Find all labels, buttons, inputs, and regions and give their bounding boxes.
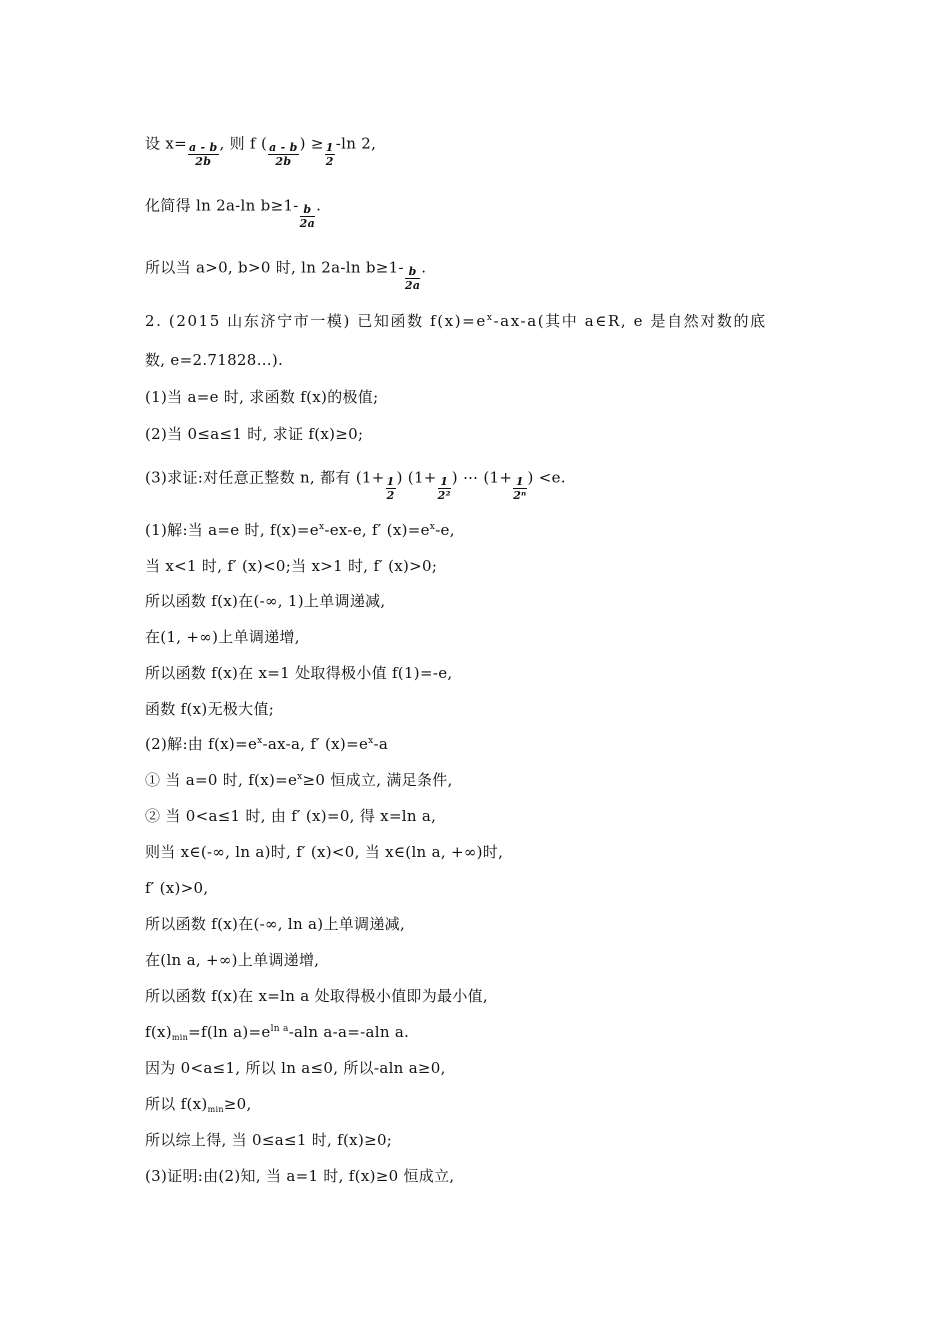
text-line-11 (145, 591, 386, 611)
superscript: x (257, 736, 263, 746)
text-line-14 (145, 699, 274, 719)
superscript: x (429, 522, 436, 532)
superscript: x (368, 736, 374, 746)
fraction (405, 265, 420, 292)
text: -e, (435, 521, 455, 539)
text: ) <e. (527, 468, 566, 487)
text: (3)证明:由(2)知, 当 a=1 时, f(x)≥0 恒成立, (145, 1167, 455, 1185)
text: 当 x<1 时, f′ (x)<0;当 x>1 时, f′ (x)>0; (145, 557, 438, 575)
solution-2-line-1 (145, 734, 388, 754)
fraction (325, 141, 335, 168)
text: 函数 f(x)无极大值; (145, 700, 275, 718)
text-line-24 (145, 1058, 446, 1078)
numerator: b (405, 265, 420, 279)
text: (1)解:当 a=e 时, f(x)=e (145, 521, 319, 539)
subscript: min (171, 1033, 189, 1042)
text-line-18 (145, 842, 503, 862)
case-1 (145, 770, 453, 790)
text: 设 x= (145, 134, 187, 153)
text: 数, e=2.71828…). (145, 351, 284, 369)
fraction (300, 203, 315, 230)
numerator: 1 (513, 475, 526, 489)
fraction (188, 141, 219, 168)
text-line-1 (145, 131, 377, 168)
text: -aln a-a=-aln a. (288, 1023, 410, 1041)
subscript: min (207, 1105, 224, 1114)
text-line-27 (145, 1166, 454, 1186)
text: (3)求证:对任意正整数 n, 都有 (1+ (145, 468, 385, 487)
text: 因为 0<a≤1, 所以 ln a≤0, 所以-aln a≥0, (145, 1059, 446, 1077)
text-line-13 (145, 663, 452, 683)
text: 在(1, +∞)上单调递增, (145, 628, 300, 646)
text-line-10 (145, 556, 437, 576)
text: (1)当 a=e 时, 求函数 f(x)的极值; (145, 388, 379, 406)
numerator: 1 (438, 475, 451, 489)
question-1 (145, 387, 378, 407)
text-line-21 (145, 950, 319, 970)
denominator: 2a (404, 279, 421, 292)
text: 2. (2015 山东济宁市一模) 已知函数 f(x)=e (145, 312, 487, 330)
text: . (421, 258, 427, 277)
text-line-12 (145, 627, 300, 647)
denominator: 2 (325, 155, 334, 168)
denominator: 2 (386, 489, 395, 502)
numerator: a - b (189, 141, 218, 154)
numerator: a - b (269, 141, 298, 154)
superscript: x (297, 772, 303, 782)
text-line-2 (145, 193, 322, 230)
text: 则当 x∈(-∞, ln a)时, f′ (x)<0, 当 x∈(ln a, +∞)时, (145, 843, 504, 861)
text: =f(ln a)=e (188, 1023, 271, 1041)
text: ② 当 0<a≤1 时, 由 f′ (x)=0, 得 x=ln a, (145, 807, 437, 825)
denominator: 2a (299, 217, 316, 230)
fraction (513, 475, 526, 502)
superscript: x (318, 522, 325, 532)
fraction (386, 475, 396, 502)
denominator: 2b (195, 155, 212, 168)
text: . (316, 196, 322, 215)
text-line-25 (145, 1094, 252, 1114)
text: (2)当 0≤a≤1 时, 求证 f(x)≥0; (145, 425, 364, 443)
text-line-3 (145, 255, 427, 292)
case-2 (145, 806, 436, 826)
text: ) ⋯ (1+ (451, 468, 513, 487)
text: f(x) (145, 1023, 172, 1041)
text: ) (1+ (396, 468, 437, 487)
superscript: ln a (270, 1024, 289, 1034)
text: -ln 2, (335, 134, 377, 153)
text: , 则 f ( (219, 134, 268, 153)
text-line-22 (145, 986, 488, 1006)
text: ≥0, (223, 1095, 252, 1113)
text: ≥0 恒成立, 满足条件, (302, 771, 453, 789)
problem-2-statement (145, 311, 767, 331)
denominator: 2² (437, 489, 451, 502)
solution-1-line-1 (145, 520, 455, 540)
text: ① 当 a=0 时, f(x)=e (145, 771, 298, 789)
text: -a (373, 735, 389, 753)
text-line-23 (145, 1022, 409, 1042)
text: -ax-a, f′ (x)=e (262, 735, 369, 753)
text-line-26 (145, 1130, 392, 1150)
text: 所以综上得, 当 0≤a≤1 时, f(x)≥0; (145, 1131, 393, 1149)
numerator: 1 (386, 475, 395, 488)
text-line-19 (145, 878, 208, 898)
text: 所以函数 f(x)在(-∞, ln a)上单调递减, (145, 915, 406, 933)
text: f′ (x)>0, (145, 879, 209, 897)
numerator: b (300, 203, 315, 217)
fraction (268, 141, 299, 168)
superscript: x (486, 313, 494, 323)
numerator: 1 (325, 141, 334, 154)
denominator: 2ⁿ (513, 489, 527, 502)
text: -ex-e, f′ (x)=e (324, 521, 430, 539)
question-3 (145, 465, 566, 502)
text: ) ≥ (299, 134, 324, 153)
text: 所以函数 f(x)在 x=ln a 处取得极小值即为最小值, (145, 987, 488, 1005)
text: 所以函数 f(x)在(-∞, 1)上单调递减, (145, 592, 386, 610)
denominator: 2b (275, 155, 292, 168)
text: -ax-a(其中 a∈R, e 是自然对数的底 (493, 312, 767, 330)
question-2 (145, 424, 363, 444)
text: 化简得 ln 2a-ln b≥1- (145, 196, 299, 215)
text: 所以当 a>0, b>0 时, ln 2a-ln b≥1- (145, 258, 404, 277)
fraction (438, 475, 451, 502)
text: 在(ln a, +∞)上单调递增, (145, 951, 320, 969)
text: (2)解:由 f(x)=e (145, 735, 258, 753)
text: 所以函数 f(x)在 x=1 处取得极小值 f(1)=-e, (145, 664, 453, 682)
text: 所以 f(x) (145, 1095, 208, 1113)
text-line-20 (145, 914, 405, 934)
text-line-5 (145, 350, 283, 370)
